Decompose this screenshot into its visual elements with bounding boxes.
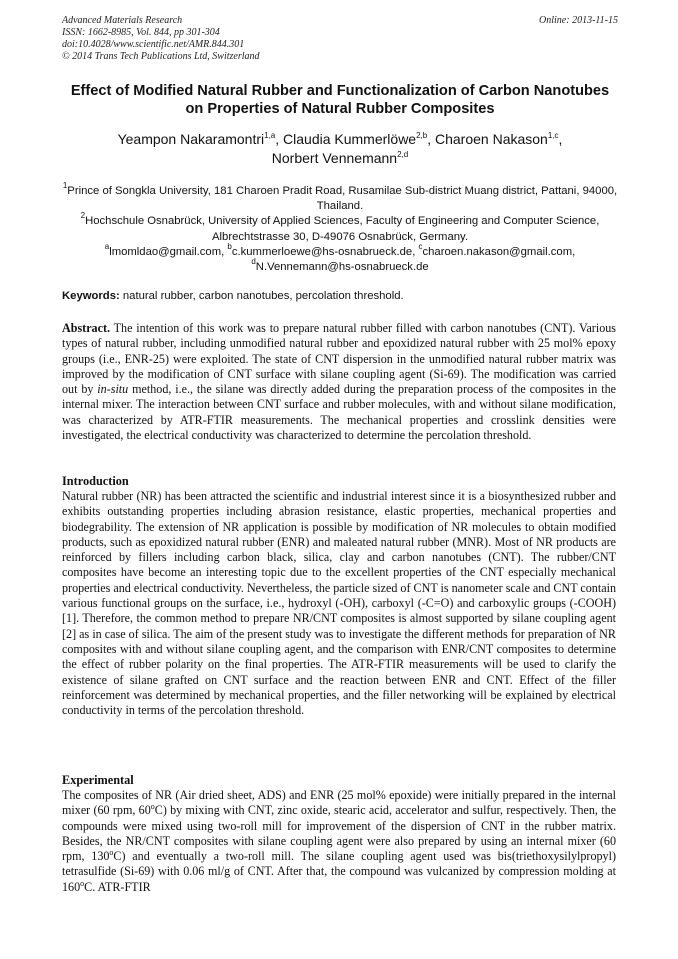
email-list: $^a$lmomldao@gmail.com, $^b$c.kummerloewe@hs-osnabrueck.de, $^c$charoen.nakason@gmail.com, $^d$N.Vennemann@hs-osnabrueck.de	[104, 241, 576, 274]
affiliation-1: $^1$Prince of Songkla University, 181 Charoen Pradit Road, Rusamilae Sub-district Muang district, Pattani, 94000, Thailand.	[62, 181, 618, 213]
journal-issn: ISSN: 1662-8985, Vol. 844, pp 301-304	[62, 27, 220, 38]
journal-copyright: © 2014 Trans Tech Publications Ltd, Switzerland	[62, 51, 260, 62]
introduction-heading: Introduction	[62, 474, 129, 488]
introduction-text: Natural rubber (NR) has been attracted the scientific and industrial interest since it is a biosynthesized rubber and exhibits outstanding properties including abrasion resistance, elastic properties, mechanical properties and biodegrability. The extension of NR application is possible by modification of NR molecules to obtain modified products, such as epoxidized natural rubber (ENR) and maleated natural rubber (MNR). Most of NR products are reinforced by fillers including carbon black, silica, clay and carbon nanotubes (CNT). The rubber/CNT composites have become an interesting topic due to the excellent properties of the CNT especially mechanical properties and electrical conductivity. Nevertheless, the particle sized of CNT is nanometer scale and CNT contain various functional groups on the surface, i.e., hydroxyl (-OH), carboxyl (-C=O) and carboxylic groups (-COOH) [1]. Therefore, the common method to prepare NR/CNT composites is almost supported by silane coupling agent [2] as in case of silica. The aim of the present study was to investigate the different methods for preparation of NR composites with and without silane coupling agent, and the comparison with ENR/CNT composites to determine the effect of rubber polarity on the final properties. The ATR-FTIR measurements will be used to clarify the existence of silane grafted on CNT surface and the reaction between ENR and CNT. Effect of the filler reinforcement was determined by mechanical properties, and the filler networking will be explained by electrical conductivity in terms of the percolation threshold.	[62, 489, 616, 718]
abstract-label: Abstract.	[62, 321, 111, 335]
abstract: Abstract. The intention of this work was to prepare natural rubber filled with carbon nanotubes (CNT). Various types of natural rubber, including unmodified natural rubber and epoxidized natural rubber with 25 mol% epoxy groups (i.e., ENR-25) were exploited. The state of CNT dispersion in the unmodified natural rubber matrix was improved by the modification of CNT surface with silane coupling agent (Si-69). The modification was carried out by in-situ method, i.e., the silane was directly added during the preparation process of the composites in the internal mixer. The interaction between CNT surface and rubber molecules, with and without silane modification, was characterized by ATR-FTIR measurements. The mechanical properties and crosslink densities were investigated, the electrical conductivity was characterized to determine the percolation threshold.	[62, 321, 616, 443]
email-link[interactable]: N.Vennemann@hs-osnabrueck.de	[255, 261, 429, 274]
online-date: Online: 2013-11-15	[539, 15, 618, 26]
email-link[interactable]: c.kummerloewe@hs-osnabrueck.de,	[231, 245, 419, 258]
author-name: Norbert Vennemann	[271, 150, 398, 166]
journal-header	[62, 15, 618, 63]
affiliation-2: $^2$Hochschule Osnabrück, University of Applied Sciences, Faculty of Engineering and Computer Science, Albrechtstrasse 30, D-49076 Osnabrück, Germany.	[80, 211, 600, 243]
experimental-text: The composites of NR (Air dried sheet, ADS) and ENR (25 mol% epoxide) were initially prepared in the internal mixer (60 rpm, 60$^o$C) by mixing with CNT, zinc oxide, stearic acid, accelerator and sulfur, respectively. Then, the compounds were mixed using two-roll mill for improvement of the dispersion of CNT in the rubber matrix. Besides, the NR/CNT composites with silane coupling agent were also prepared by using an internal mixer (60 rpm, 130$^o$C) and eventually a two-roll mill. The silane coupling agent used was bis(triethoxysilylpropyl) tetrasulfide (Si-69) with 0.06 ml/g of CNT. After that, the compound was vulcanized by compression molding at 160$^o$C. ATR-FTIR	[62, 788, 616, 894]
journal-name: Advanced Materials Research	[62, 15, 183, 26]
author-name: Yeampon Nakaramontri	[117, 131, 265, 147]
journal-doi: doi:10.4028/www.scientific.net/AMR.844.301	[62, 39, 245, 50]
author-sup: 2,b	[416, 131, 428, 140]
author-list: Yeampon Nakaramontri$^{1,a}$, Claudia Kummerlöwe$^{2,b}$, Charoen Nakason$^{1,c}$, Norbert Vennemann$^{2,d}$	[117, 131, 563, 166]
affiliations	[62, 181, 618, 275]
email-link[interactable]: lmomldao@gmail.com,	[109, 245, 228, 258]
author-name: Claudia Kummerlöwe	[283, 131, 417, 147]
author-sup: 2,d	[397, 150, 409, 159]
author-sup: 1,a	[264, 131, 276, 140]
author-sup: 1,c	[547, 131, 559, 140]
keywords-text: natural rubber, carbon nanotubes, percolation threshold.	[119, 290, 404, 302]
experimental-heading: Experimental	[62, 773, 134, 787]
paper-title: Effect of Modified Natural Rubber and Functionalization of Carbon Nanotubes on Properties of Natural Rubber Composites	[70, 83, 610, 117]
author-name: Charoen Nakason	[435, 131, 548, 147]
keywords	[62, 289, 618, 303]
keywords-label: Keywords:	[62, 290, 120, 302]
email-link[interactable]: charoen.nakason@gmail.com,	[422, 245, 576, 258]
